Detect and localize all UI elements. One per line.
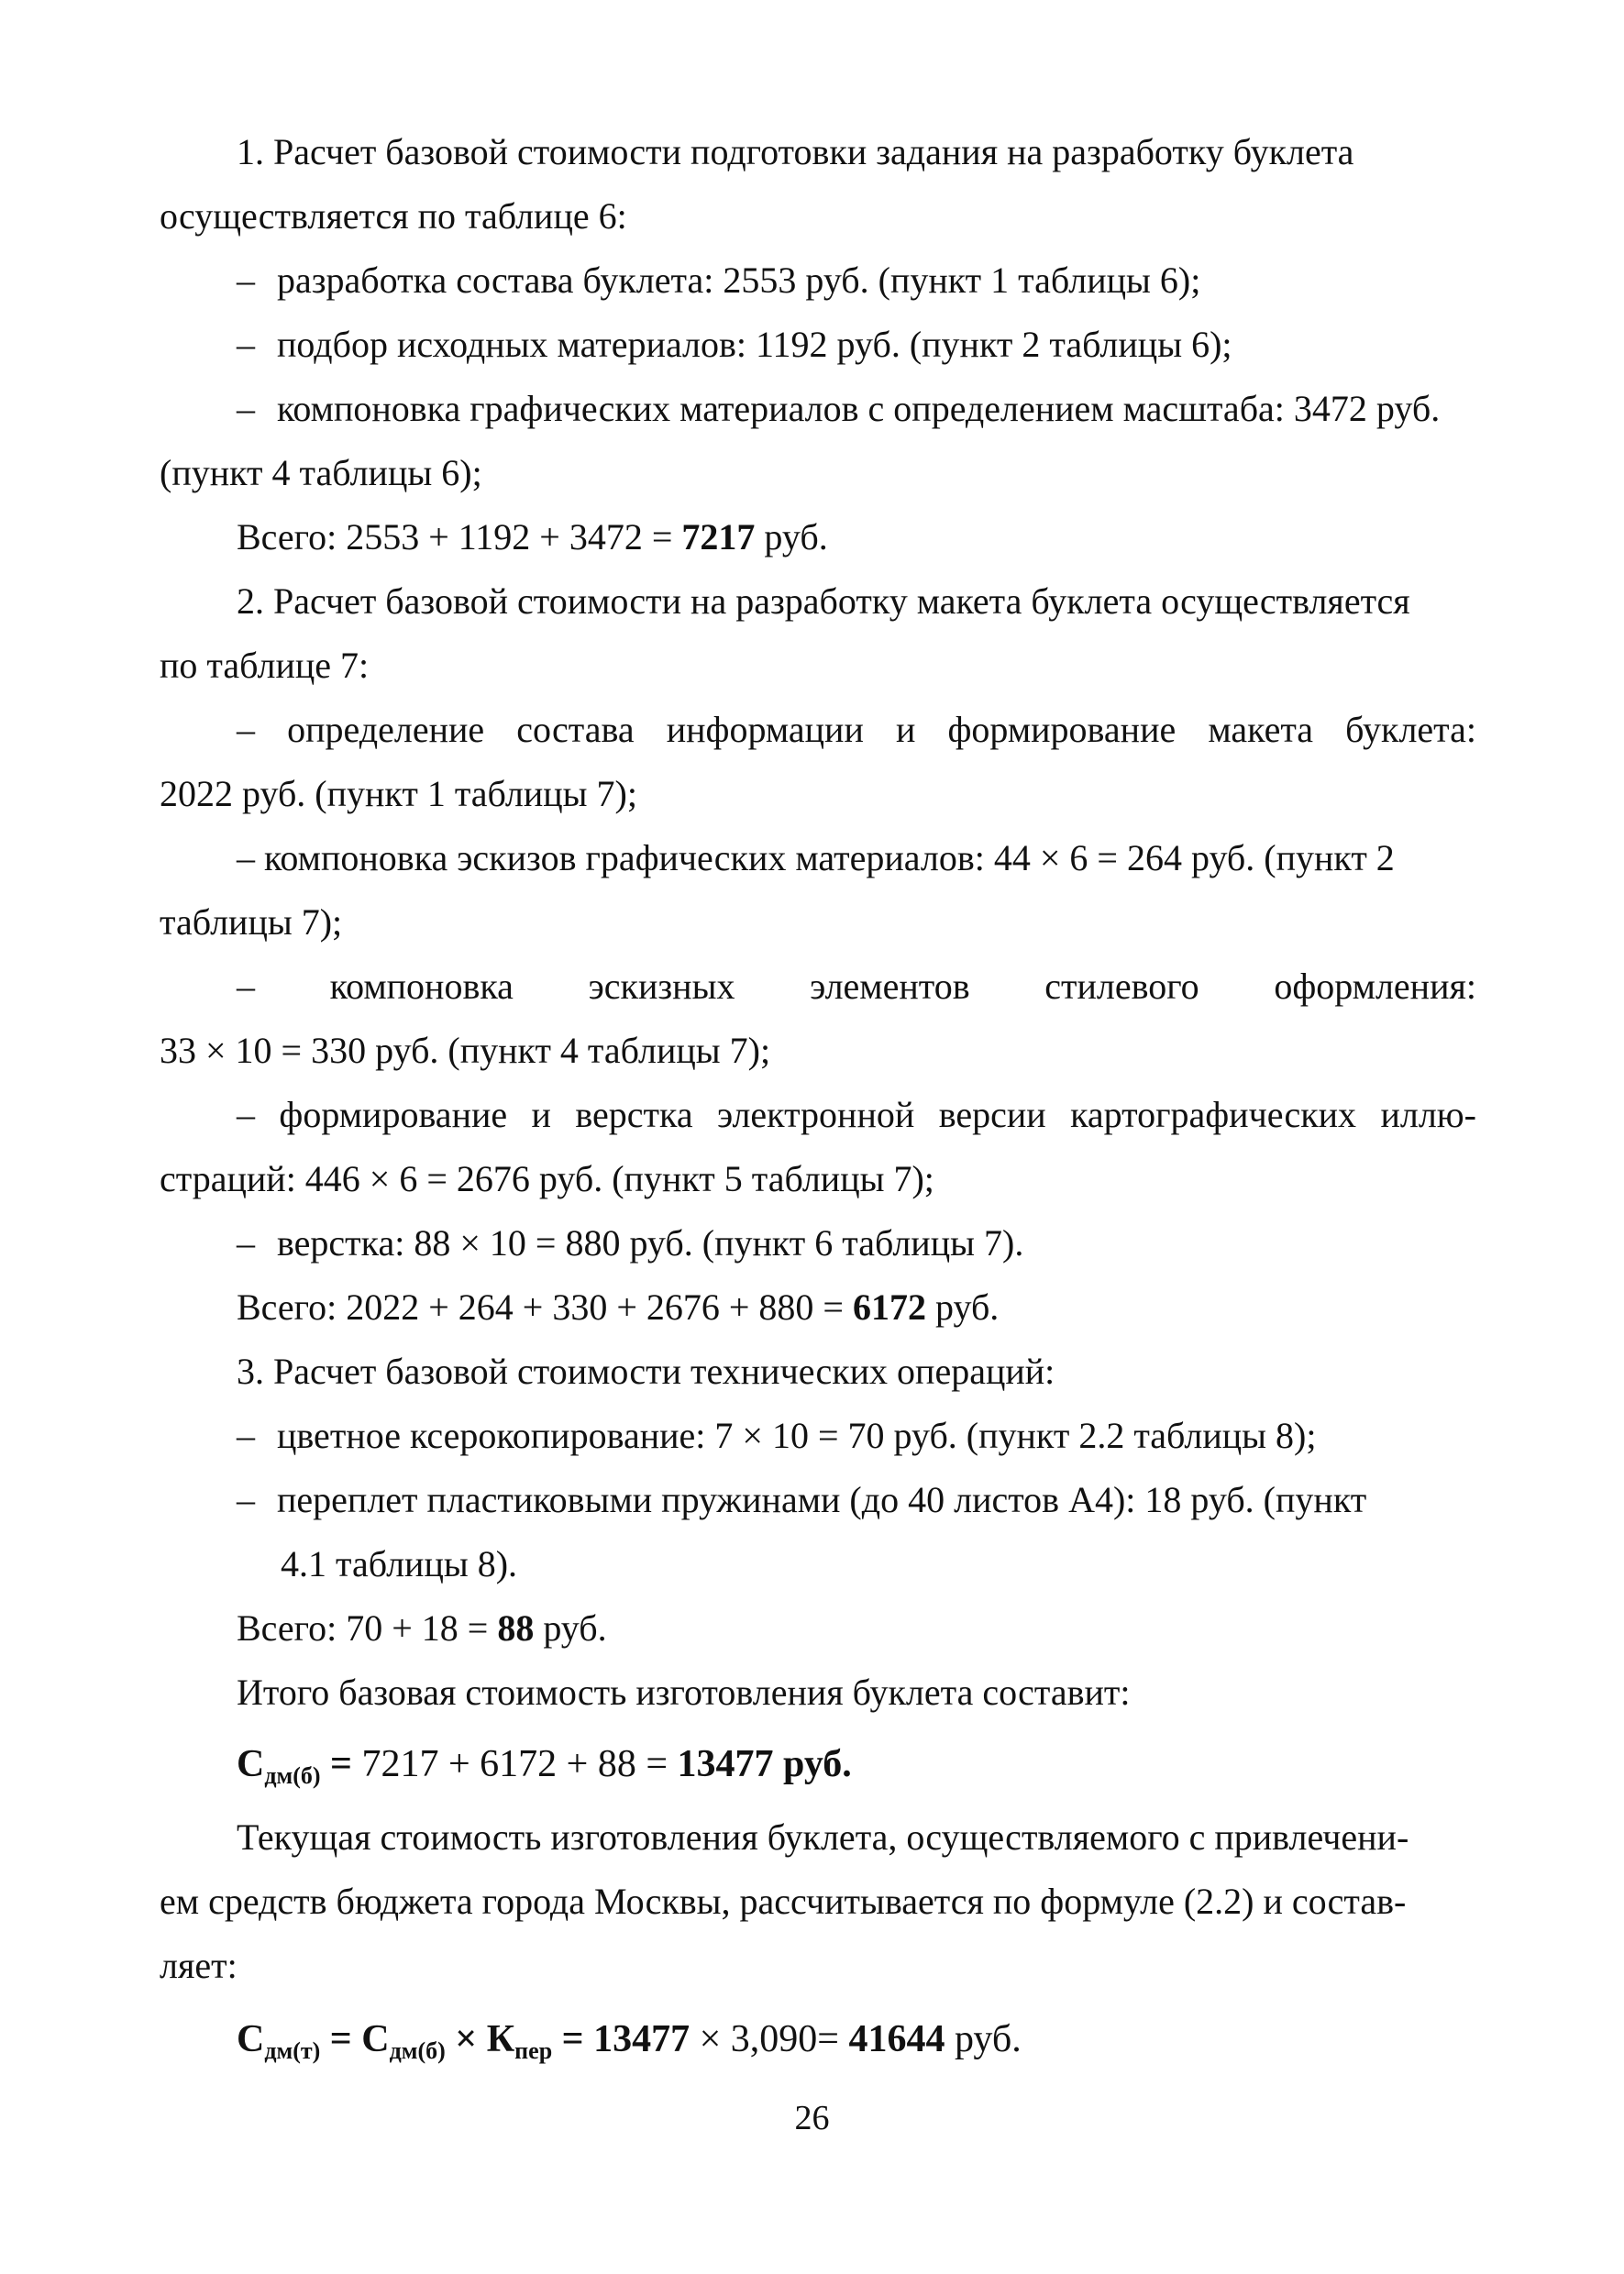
section3-total-prefix: Всего: 70 + 18 = [237,1607,498,1649]
section2-item4-line1: – формирование и верстка электронной версии картографических иллю- [237,1094,1476,1135]
section1-item2-text: подбор исходных материалов: 1192 руб. (пункт 2 таблицы 6); [277,324,1232,365]
section3-total-value: 88 [497,1607,535,1649]
section2-item4-line2: страций: 446 × 6 = 2676 руб. (пункт 5 таблицы 7); [160,1158,934,1199]
section2-item5 [237,1221,1023,1265]
section3-item1 [237,1414,1316,1458]
list-dash: – [237,259,255,301]
section3-item2-text: переплет пластиковыми пружинами (до 40 листов А4): 18 руб. (пункт [277,1479,1367,1520]
formula-expression: 7217 + 6172 + 88 = [361,1743,678,1785]
section2-total [237,1286,999,1330]
formula-symbol: С [237,1743,265,1785]
section2-item5-text: верстка: 88 × 10 = 880 руб. (пункт 6 таблицы 7). [277,1222,1024,1264]
formula2-result: 41644 [848,2018,945,2060]
list-dash: – [237,388,255,429]
section2-item2-line1: – компоновка эскизов графических материалов: 44 × 6 = 264 руб. (пункт 2 [237,837,1395,878]
section3-item1-text: цветное ксерокопирование: 7 × 10 = 70 руб. (пункт 2.2 таблицы 8); [277,1415,1317,1456]
formula2-equals-2: = [552,2018,594,2060]
section2-item1-line1: – определение состава информации и формирование макета буклета: [237,709,1476,750]
section3-item2-cont: 4.1 таблицы 8). [281,1543,518,1584]
formula-base-cost [237,1742,852,1791]
formula2-times: × [445,2018,487,2060]
section1-item3-text: компоновка графических материалов с определением масштаба: 3472 руб. [277,388,1441,429]
page-number: 26 [794,2099,830,2137]
formula-result: 13477 руб. [677,1743,852,1785]
formula2-subscript-a: дм(т) [264,2037,321,2064]
section2-total-value: 6172 [853,1286,926,1328]
section3-total-suffix: руб. [534,1607,607,1649]
section2-item3-line1: – компоновка эскизных элементов стилевого оформления: [237,966,1476,1007]
section1-item1 [237,259,1200,303]
section2-item2-line2: таблицы 7); [160,901,343,943]
section2-item3-line2: 33 × 10 = 330 руб. (пункт 4 таблицы 7); [160,1030,771,1071]
list-dash: – [237,324,255,365]
section2-total-prefix: Всего: 2022 + 264 + 330 + 2676 + 880 = [237,1286,853,1328]
current-cost-line1: Текущая стоимость изготовления буклета, осуществляемого с привлечени- [237,1816,1409,1858]
list-dash: – [237,1415,255,1456]
formula2-subscript-b: дм(б) [389,2037,446,2064]
section2-heading-line2: по таблице 7: [160,645,370,686]
current-cost-line2: ем средств бюджета города Москвы, рассчитывается по формуле (2.2) и состав- [160,1881,1407,1922]
list-dash: – [237,1479,255,1520]
formula-equals: = [320,1743,362,1785]
formula2-unit: руб. [945,2018,1022,2060]
section3-heading: 3. Расчет базовой стоимости технических операций: [237,1351,1055,1392]
section1-item3-cont: (пункт 4 таблицы 6); [160,452,482,493]
section1-total-value: 7217 [681,516,756,557]
formula-subscript: дм(б) [264,1762,321,1789]
section1-heading-line1: 1. Расчет базовой стоимости подготовки задания на разработку буклета [237,131,1354,172]
formula2-base: 13477 [593,2018,690,2060]
section1-item2 [237,323,1232,367]
section1-total-prefix: Всего: 2553 + 1192 + 3472 = [237,516,682,557]
formula2-equals-1: = [320,2018,362,2060]
section1-total-suffix: руб. [755,516,828,557]
formula-current-cost [237,2017,1022,2066]
section2-total-suffix: руб. [926,1286,1000,1328]
list-dash: – [237,1222,255,1264]
section3-item2 [237,1478,1366,1522]
formula2-symbol-a: С [237,2018,265,2060]
section3-total [237,1606,607,1650]
formula2-subscript-k: пер [514,2037,553,2064]
formula2-multiplier: × 3,090= [690,2018,849,2060]
section1-item3 [237,387,1440,431]
current-cost-line3: ляет: [160,1945,238,1986]
section1-item1-text: разработка состава буклета: 2553 руб. (пункт 1 таблицы 6); [277,259,1201,301]
summary-intro: Итого базовая стоимость изготовления буклета составит: [237,1672,1131,1713]
section2-heading-line1: 2. Расчет базовой стоимости на разработку макета буклета осуществляется [237,580,1410,622]
section1-total [237,515,828,559]
formula2-symbol-b: С [361,2018,390,2060]
section1-heading-line2: осуществляется по таблице 6: [160,195,627,237]
section2-item1-line2: 2022 руб. (пункт 1 таблицы 7); [160,773,637,814]
formula2-symbol-k: К [486,2018,515,2060]
